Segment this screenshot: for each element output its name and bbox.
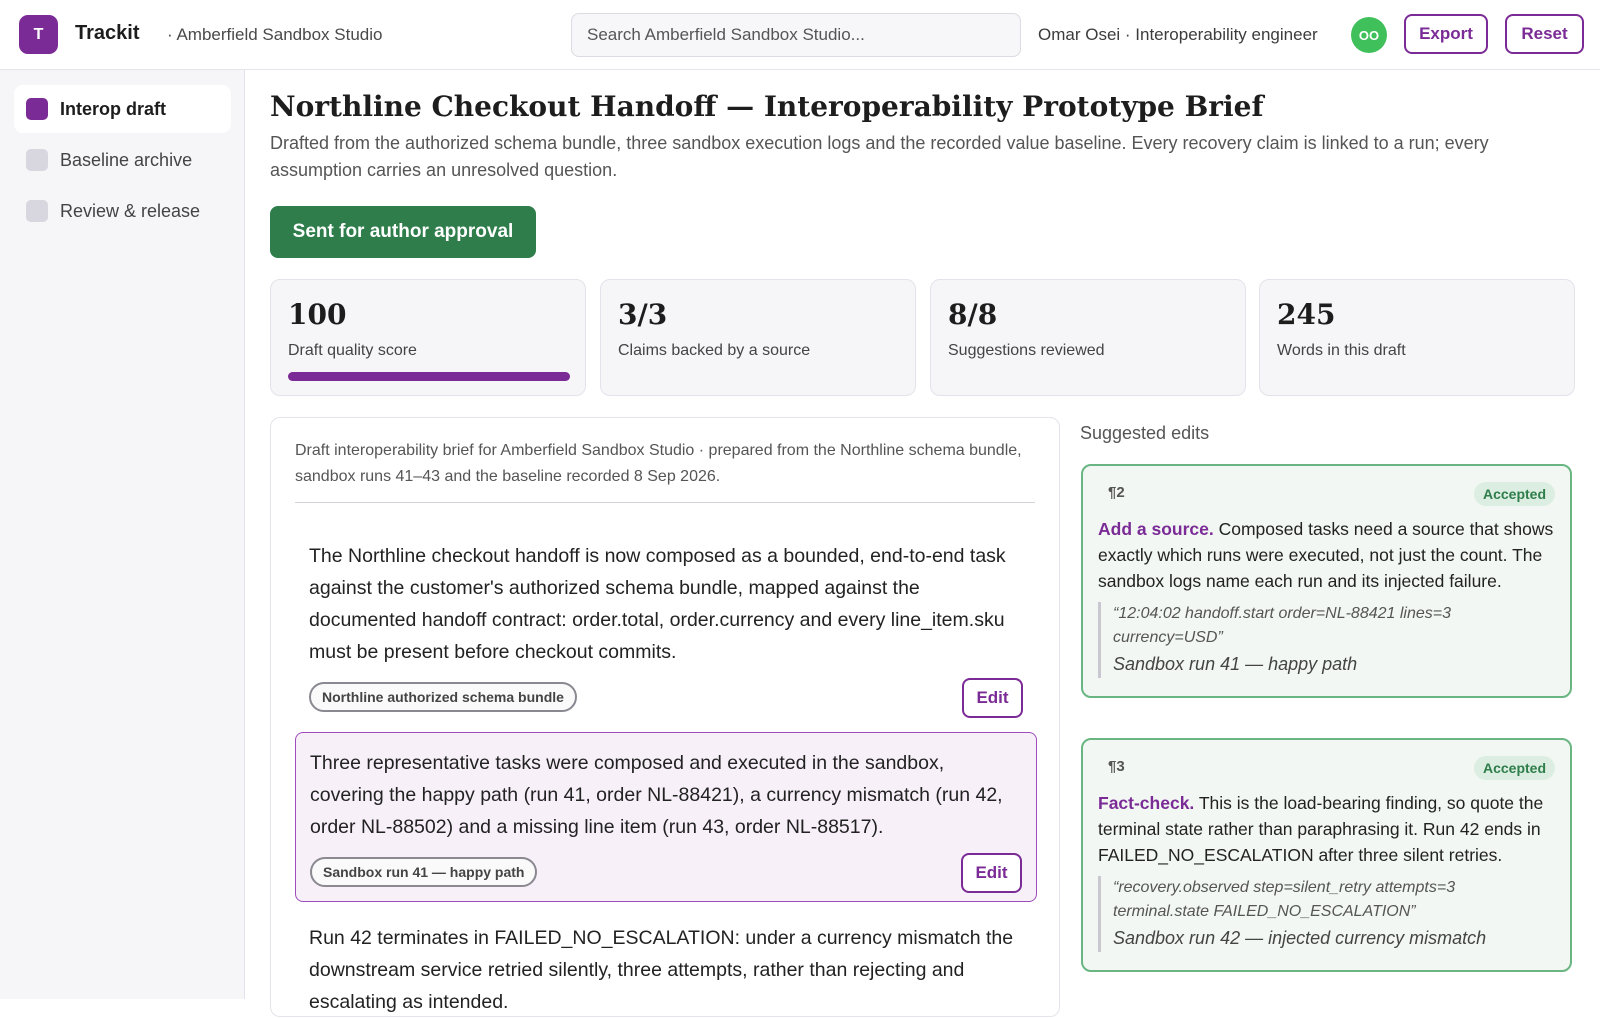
stat-label: Words in this draft — [1277, 342, 1406, 359]
paragraph-text: The Northline checkout handoff is now composed as a bounded, end-to-end task against the customer's authorized schema bundle, mapped against the documented handoff contract: order.total, order.currency and every line_item.sku must be present before checkout commits. — [309, 545, 1006, 663]
app-logo[interactable]: T — [19, 15, 58, 54]
stat-value: 8/8 — [948, 298, 998, 331]
sidebar-item-baseline-archive[interactable] — [14, 136, 231, 184]
suggested-edits-heading: Suggested edits — [1080, 423, 1210, 443]
workspace-name: · Amberfield Sandbox Studio — [167, 25, 383, 44]
evidence-quote — [1098, 876, 1555, 952]
reset-button[interactable]: Reset — [1505, 14, 1584, 54]
evidence-quote — [1098, 602, 1555, 678]
stat-card-claims — [600, 279, 916, 396]
status-badge: Accepted — [1474, 482, 1555, 506]
status-badge: Accepted — [1474, 756, 1555, 780]
nav-square-icon — [26, 200, 48, 222]
quote-source: Sandbox run 41 — happy path — [1113, 654, 1358, 674]
suggestion-action: Fact-check. — [1098, 793, 1195, 813]
suggestion-body — [1098, 790, 1555, 868]
edit-button[interactable]: Edit — [961, 853, 1022, 893]
sidebar-item-interop-draft[interactable] — [14, 85, 231, 133]
suggestion-action: Add a source. — [1098, 519, 1214, 539]
stat-label: Draft quality score — [288, 342, 417, 359]
nav-square-icon — [26, 98, 48, 120]
sidebar-item-review-release[interactable] — [14, 187, 231, 235]
suggestion-card[interactable] — [1081, 464, 1572, 698]
suggestion-body — [1098, 516, 1555, 594]
page-title: Northline Checkout Handoff — Interoperability Prototype Brief — [270, 90, 1264, 123]
stat-value: 100 — [288, 298, 347, 331]
app-name: Trackit — [75, 22, 140, 44]
stat-label: Claims backed by a source — [618, 342, 811, 359]
paragraph-text: Run 42 terminates in FAILED_NO_ESCALATION: under a currency mismatch the downstream service retried silently, three attempts, rather than rejecting and escalating as intended. — [309, 927, 1014, 1013]
paragraph-ref: ¶3 — [1108, 758, 1125, 775]
sidebar-item-label: Interop draft — [60, 98, 166, 119]
export-button[interactable]: Export — [1404, 14, 1488, 54]
draft-header: Draft interoperability brief for Amberfield Sandbox Studio · prepared from the Northline schema bundle, sandbox runs 41–43 and the baseline recorded 8 Sep 2026. — [295, 438, 1035, 503]
user-name-role: Omar Osei · Interoperability engineer — [1038, 25, 1318, 44]
stat-card-words — [1259, 279, 1575, 396]
quote-text: “recovery.observed step=silent_retry attempts=3 terminal.state FAILED_NO_ESCALATION” — [1113, 879, 1456, 920]
sidebar-item-label: Review & release — [60, 200, 201, 221]
top-bar — [0, 0, 1600, 70]
stat-label: Suggestions reviewed — [948, 342, 1105, 359]
paragraph-ref: ¶2 — [1108, 484, 1125, 501]
source-pill[interactable]: Northline authorized schema bundle — [309, 682, 577, 712]
author-approval-status-button[interactable]: Sent for author approval — [270, 206, 536, 258]
suggestion-text: This is the load-bearing finding, so quote the terminal state rather than paraphrasing it. Run 42 ends in FAILED_NO_ESCALATION after three silent retries. — [1098, 793, 1544, 865]
draft-document — [270, 417, 1060, 1017]
search-input[interactable] — [571, 13, 1021, 57]
stat-value: 3/3 — [618, 298, 668, 331]
stat-value: 245 — [1277, 298, 1336, 331]
stat-card-suggestions — [930, 279, 1246, 396]
quality-progress-fill — [288, 372, 570, 381]
avatar[interactable]: OO — [1351, 17, 1387, 53]
draft-paragraph[interactable] — [295, 526, 1037, 726]
quote-text: “12:04:02 handoff.start order=NL-88421 lines=3 currency=USD” — [1113, 605, 1452, 646]
page-subtitle: Drafted from the authorized schema bundle, three sandbox execution logs and the recorded value baseline. Every recovery claim is linked to a run; every assumption carries an unresolved question. — [270, 133, 1489, 180]
sidebar-item-label: Baseline archive — [60, 149, 193, 170]
sidebar — [0, 70, 245, 999]
suggestion-text: Composed tasks need a source that shows exactly which runs were executed, not just the count. The sandbox logs name each run and its injected failure. — [1098, 519, 1554, 591]
suggestion-card[interactable] — [1081, 738, 1572, 972]
source-pill[interactable]: Sandbox run 41 — happy path — [310, 857, 537, 887]
quality-progress-bar — [288, 372, 570, 381]
quote-source: Sandbox run 42 — injected currency mismatch — [1113, 928, 1487, 948]
draft-paragraph-selected[interactable] — [295, 732, 1037, 902]
stat-card-quality — [270, 279, 586, 396]
draft-paragraph[interactable] — [295, 908, 1037, 1018]
paragraph-text: Three representative tasks were composed and executed in the sandbox, covering the happy path (run 41, order NL-88421), a currency mismatch (run 42, order NL-88502) and a missing line item (run 43, order NL-88517). — [310, 752, 1003, 838]
nav-square-icon — [26, 149, 48, 171]
edit-button[interactable]: Edit — [962, 678, 1023, 718]
